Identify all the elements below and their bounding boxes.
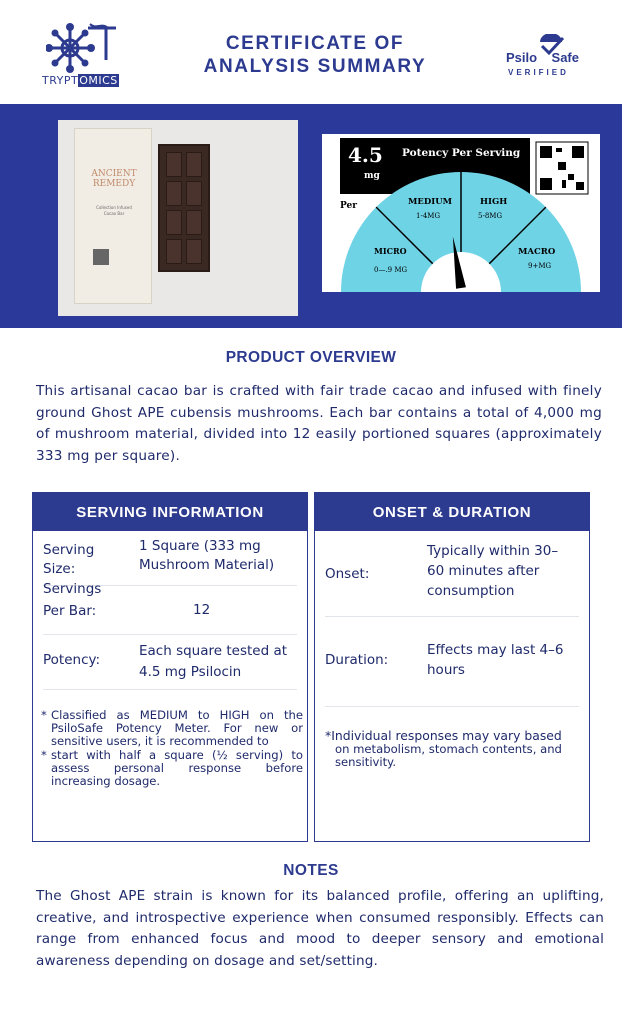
page-title: CERTIFICATE OF ANALYSIS SUMMARY: [203, 33, 427, 77]
psilosafe-logo: Psilo Safe VERIFIED: [500, 34, 596, 82]
product-photo: [58, 120, 298, 316]
onset-note-line2: on metabolism, stomach contents, and sensitivity.: [335, 742, 562, 770]
serving-information-heading: SERVING INFORMATION: [33, 493, 307, 531]
note-bullet: *: [41, 708, 47, 722]
servings-per-bar-value: 12: [193, 602, 211, 618]
onset-note-line1: *Individual responses may vary based: [325, 728, 562, 743]
product-overview-text: This artisanal cacao bar is crafted with fair trade cacao and infused with finely ground Ghost APE cubensis mushrooms. Each bar contains a total of 4,000 mg of mushroom material, divided into 12 easily portioned squares (approximately 333 mg per square).: [36, 383, 602, 464]
onset-label: Onset:: [325, 566, 370, 582]
meter-unit: mg: [364, 171, 380, 181]
onset-duration-box: [314, 492, 590, 842]
onset-duration-heading: ONSET & DURATION: [315, 493, 589, 531]
chocolate-bar: [158, 144, 210, 272]
serving-size-value: 1 Square (333 mg Mushroom Material): [139, 538, 275, 573]
duration-value: Effects may last 4–6 hours: [427, 642, 564, 678]
divider: [43, 634, 297, 635]
segment-name-micro: MICRO: [374, 246, 407, 256]
serving-note-line2: start with half a square (½ serving) to assess personal response before increasing dosage.: [51, 748, 303, 789]
tryptomics-logo: [38, 22, 128, 90]
divider: [43, 689, 297, 690]
product-package: ANCIENT REMEDY Collection Infused Cacao Bar: [74, 128, 152, 304]
meter-amount: 4.5: [348, 143, 383, 167]
potency-value: Each square tested at 4.5 mg Psilocin: [139, 643, 288, 680]
onset-value: Typically within 30–60 minutes after consumption: [427, 543, 559, 599]
segment-range-macro: 9+MG: [528, 262, 552, 270]
product-overview-heading: PRODUCT OVERVIEW: [225, 349, 397, 366]
segment-range-high: 5-8MG: [478, 212, 503, 220]
segment-name-high: HIGH: [480, 197, 508, 207]
serving-note-line1: Classified as MEDIUM to HIGH on the PsiloSafe Potency Meter. For new or sensitive users, it is recommended to: [51, 708, 303, 749]
meter-title: Potency Per Serving: [402, 147, 521, 159]
molecule-icon: [46, 22, 120, 74]
serving-size-label: Serving Size:: [43, 542, 95, 577]
logo-wordmark: TRYPTOMICS: [42, 74, 118, 87]
notes-heading: NOTES: [283, 862, 339, 879]
note-bullet: *: [41, 748, 47, 762]
segment-range-medium: 1-4MG: [416, 212, 441, 220]
divider: [325, 616, 579, 617]
meter-side-label: Per: [340, 201, 357, 211]
segment-name-medium: MEDIUM: [408, 197, 453, 207]
servings-label: Servings Per Bar:: [43, 581, 102, 619]
duration-label: Duration:: [325, 652, 389, 668]
divider: [325, 706, 579, 707]
potency-label: Potency:: [43, 652, 101, 668]
segment-range-micro: 0—.9 MG: [374, 266, 408, 274]
serving-information-box: [32, 492, 308, 842]
potency-meter: [322, 134, 600, 292]
qr-code-icon: [536, 142, 588, 194]
segment-name-macro: MACRO: [518, 247, 556, 257]
notes-text: The Ghost APE strain is known for its balanced profile, offering an uplifting, creative, and introspective experience when consumed responsibly. Effects can range from enhanced focus and mood to deeper sensory and emotional awareness depending on dosage and set/setting.: [36, 888, 604, 969]
